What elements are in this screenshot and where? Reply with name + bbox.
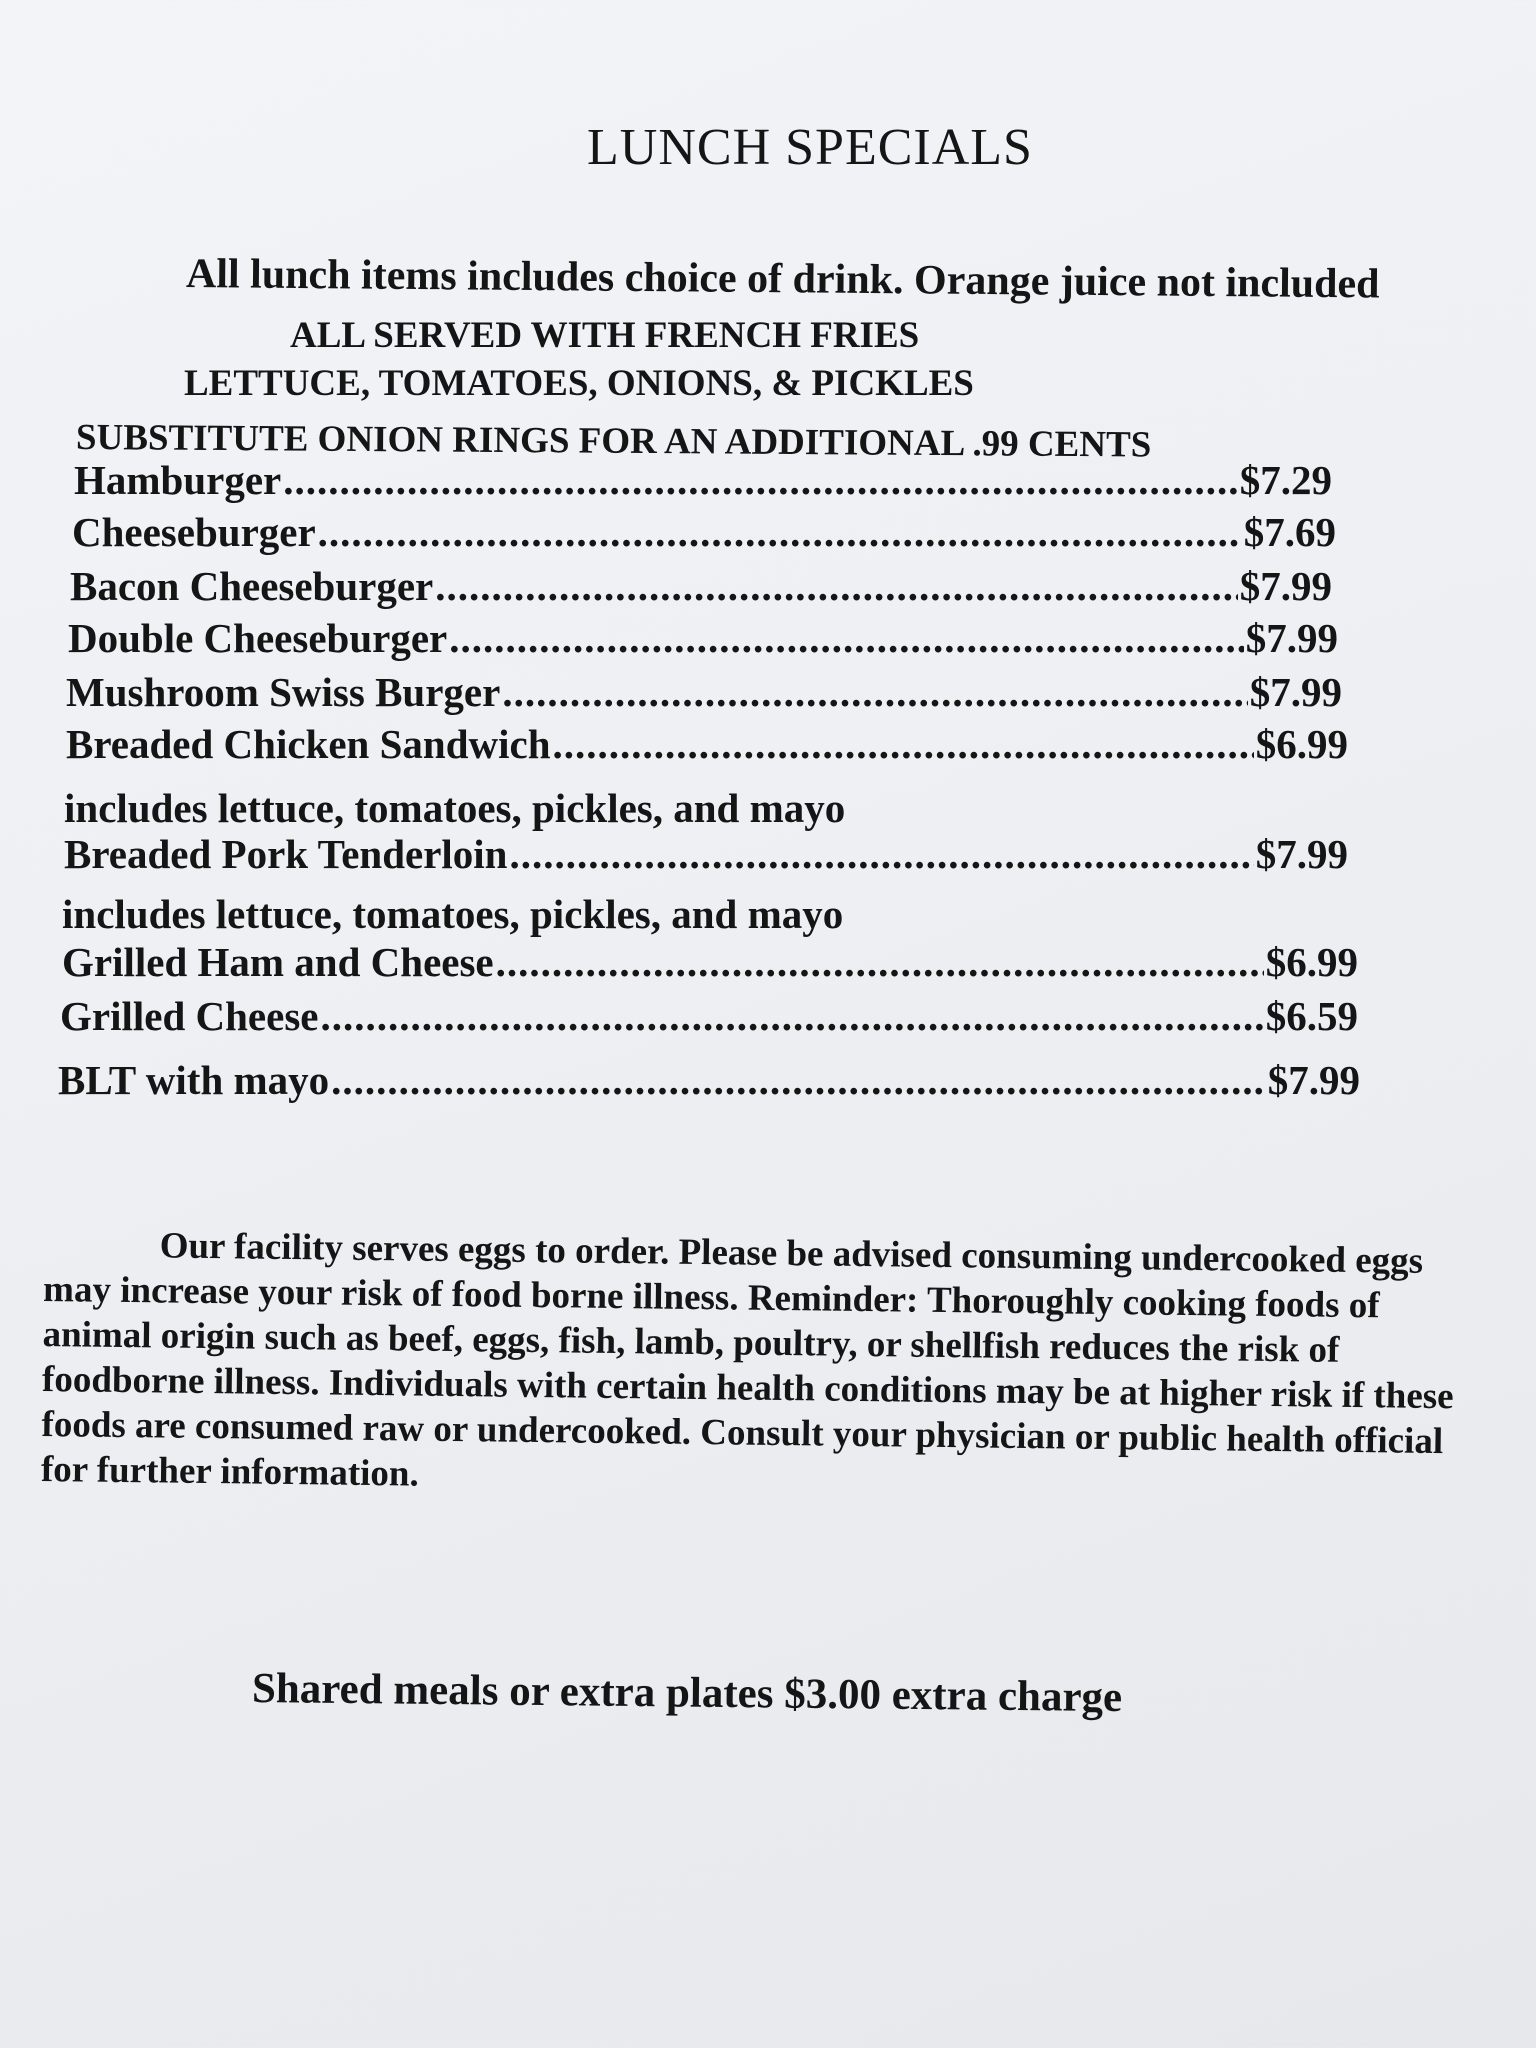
menu-item-price: $6.99	[1255, 721, 1348, 767]
toppings-notice: LETTUCE, TOMATOES, ONIONS, & PICKLES	[184, 363, 974, 404]
menu-item-price: $7.29	[1239, 457, 1332, 503]
menu-item	[72, 508, 1336, 556]
drink-notice: All lunch items includes choice of drink. Orange juice not included	[185, 251, 1380, 308]
menu-item	[64, 830, 1348, 878]
dot-leader	[320, 992, 1263, 1040]
menu-item-name: Breaded Chicken Sandwich	[66, 721, 551, 767]
dot-leader	[318, 508, 1242, 556]
menu-item	[68, 614, 1338, 662]
menu-item-name: Double Cheeseburger	[68, 615, 448, 661]
menu-item-price: $7.99	[1255, 831, 1348, 877]
dot-leader	[435, 562, 1237, 610]
menu-item-price: $6.59	[1265, 993, 1358, 1039]
menu-item-price: $7.99	[1245, 615, 1338, 661]
menu-item	[66, 720, 1348, 768]
menu-item-name: Grilled Ham and Cheese	[62, 939, 494, 985]
dot-leader	[553, 720, 1254, 768]
menu-item	[58, 1056, 1360, 1104]
fries-notice: ALL SERVED WITH FRENCH FRIES	[290, 315, 920, 356]
menu-item	[60, 992, 1358, 1040]
menu-item-name: Cheeseburger	[72, 509, 316, 555]
menu-item-price: $7.99	[1267, 1057, 1360, 1103]
menu-item-name: Breaded Pork Tenderloin	[64, 831, 508, 877]
dot-leader	[502, 668, 1247, 716]
shared-meal-charge: Shared meals or extra plates $3.00 extra charge	[251, 1665, 1123, 1722]
menu-item-price: $7.69	[1243, 509, 1336, 555]
menu-item-note: includes lettuce, tomatoes, pickles, and mayo	[64, 785, 846, 831]
menu-item-price: $6.99	[1265, 939, 1358, 985]
dot-leader	[449, 614, 1244, 662]
menu-item-name: Bacon Cheeseburger	[70, 563, 434, 609]
menu-item-price: $7.99	[1239, 563, 1332, 609]
dot-leader	[496, 938, 1264, 986]
menu-item	[66, 668, 1342, 716]
menu-item	[70, 562, 1332, 610]
food-safety-advisory: Our facility serves eggs to order. Please be advised consuming undercooked eggs may increase your risk of food borne illness. Reminder: Thoroughly cooking foods of animal origin such as beef, eggs, fish, lamb, poultry, or shellfish reduces the risk of foodborne illness. Individuals with certain health conditions may be at higher risk if these foods are consumed raw or undercooked. Consult your physician or public health official for further information.	[40, 1225, 1454, 1495]
page-title: LUNCH SPECIALS	[587, 119, 1033, 176]
menu-item-name: BLT with mayo	[58, 1057, 330, 1103]
dot-leader	[331, 1056, 1266, 1104]
menu-item	[74, 456, 1332, 504]
dot-leader	[283, 456, 1238, 504]
menu-item-name: Hamburger	[74, 457, 282, 503]
menu-item-name: Mushroom Swiss Burger	[66, 669, 501, 715]
menu-item-note: includes lettuce, tomatoes, pickles, and mayo	[62, 891, 844, 937]
dot-leader	[509, 830, 1253, 878]
onion-rings-notice: SUBSTITUTE ONION RINGS FOR AN ADDITIONAL .99 CENTS	[75, 417, 1152, 466]
menu-item	[62, 938, 1358, 986]
menu-item-price: $7.99	[1249, 669, 1342, 715]
menu-item-name: Grilled Cheese	[60, 993, 319, 1039]
